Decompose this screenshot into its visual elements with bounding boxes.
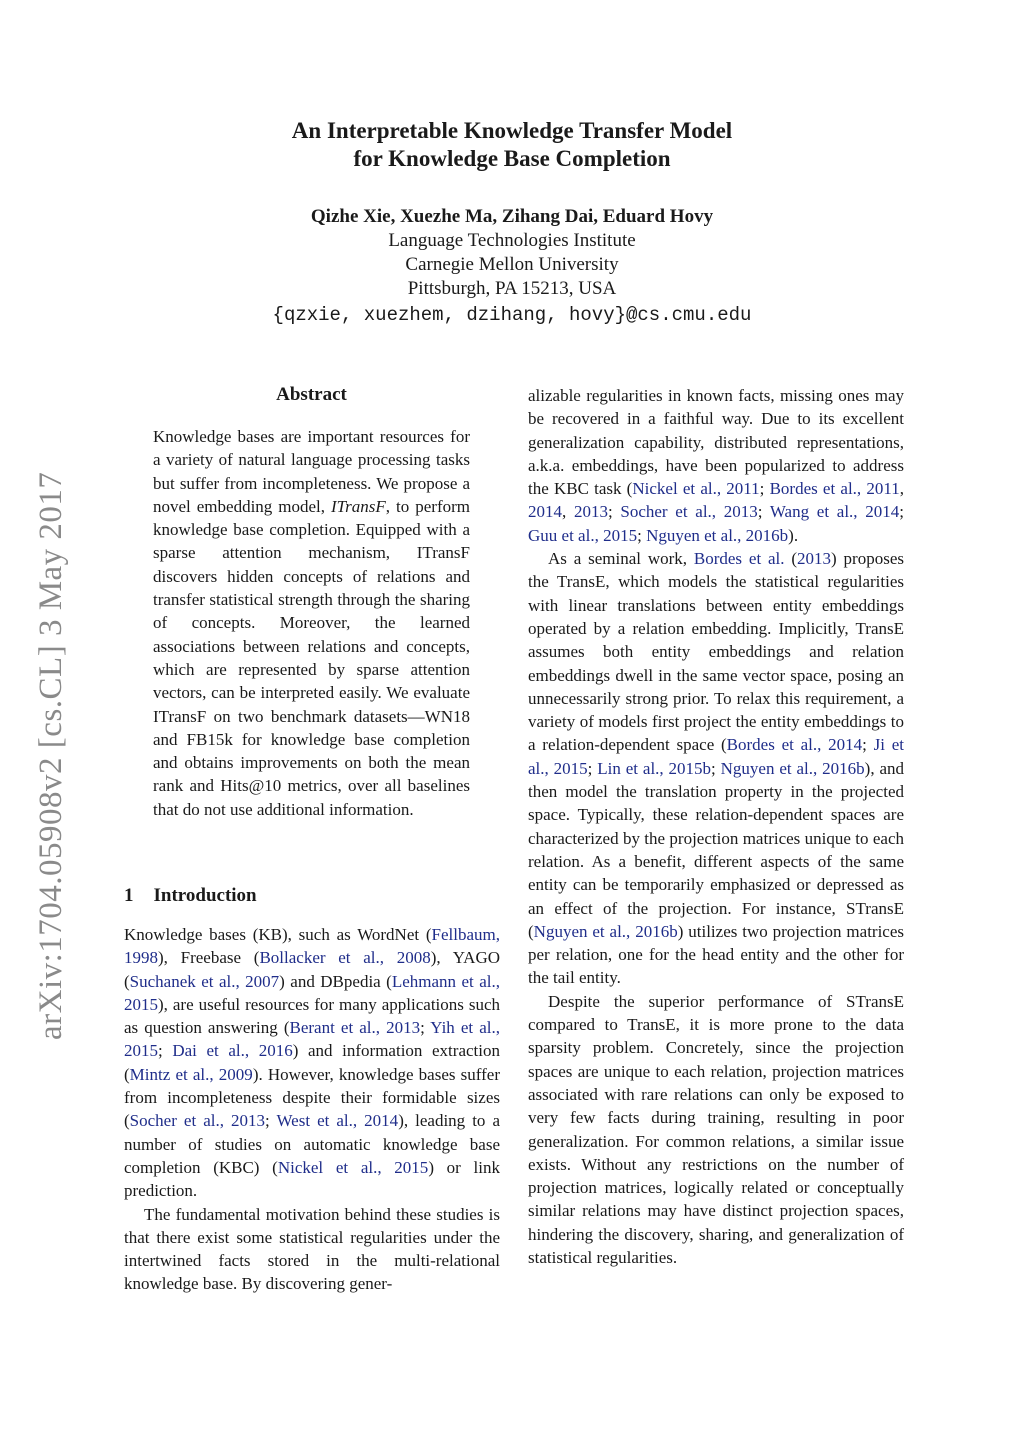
citation-link[interactable]: Suchanek et al., 2007 <box>129 971 280 991</box>
citation-link[interactable]: Bordes et al., 2014 <box>726 735 863 755</box>
citation-link[interactable]: Wang et al., 2014 <box>769 502 900 522</box>
intro-paragraph-2: The fundamental motivation behind these studies is that there exist some statistical regularities under the intertwined facts stored in the multi-relational knowledge base. By discovering gener- <box>124 1204 500 1294</box>
citation-link[interactable]: Bollacker et al., 2008 <box>259 948 431 968</box>
right-paragraph-2: As a seminal work, Bordes et al. (2013) proposes the TransE, which models the statistical regularities with linear translations between entity embeddings operated by a relation embedding. Implicitly, TransE assumes both entity embeddings and relation embeddings dwell in the same vector space, posing an unnecessarily strong prior. To relax this requirement, a variety of models first project the entity embeddings to a relation-dependent space (Bordes et al., 2014; Ji et al., 2015; Lin et al., 2015b; Nguyen et al., 2016b), and then model the translation property in the projected space. Typically, these relation-dependent spaces are characterized by the projection matrices unique to each relation. As a benefit, different aspects of the same entity can be temporarily emphasized or depressed as an effect of the projection. For instance, STransE (Nguyen et al., 2016b) utilizes two projection matrices per relation, one for the head entity and the other for the tail entity. <box>528 549 905 988</box>
arxiv-identifier: arXiv:1704.05908v2 [cs.CL] 3 May 2017 <box>33 471 69 1040</box>
abstract-heading: Abstract <box>276 384 347 405</box>
section-number: 1 <box>124 885 134 906</box>
paper-title-line2: for Knowledge Base Completion <box>353 146 671 171</box>
citation-link[interactable]: 2013 <box>797 549 832 569</box>
citation-link[interactable]: Socher et al., 2013 <box>129 1111 266 1131</box>
abstract-body: Knowledge bases are important resources for a variety of natural language processing tasks but suffer from incompleteness. We propose a novel embedding model, ITransF, to perform knowledge base completion. Equipped with a sparse attention mechanism, ITransF discovers hidden concepts of relations and transfer statistical strength through the sharing of concepts. Moreover, the learned associations between relations and concepts, which are represented by sparse attention vectors, can be interpreted easily. We evaluate ITransF on two benchmark datasets—WN18 and FB15k for knowledge base completion and obtains improvements on both the mean rank and Hits@10 metrics, over all baselines that do not use additional information. <box>153 427 470 819</box>
citation-link[interactable]: Nickel et al., 2011 <box>632 479 760 499</box>
introduction-body <box>124 923 500 1296</box>
citation-link[interactable]: Berant et al., 2013 <box>289 1018 421 1038</box>
paper-title-line1: An Interpretable Knowledge Transfer Model <box>291 118 733 143</box>
intro-paragraph-1: Knowledge bases (KB), such as WordNet (Fellbaum, 1998), Freebase (Bollacker et al., 2008), YAGO (Suchanek et al., 2007) and DBpedia (Lehmann et al., 2015), are useful resources for many applications such as question answering (Berant et al., 2013; Yih et al., 2015; Dai et al., 2016) and information extraction (Mintz et al., 2009). However, knowledge bases suffer from incompleteness despite their formidable sizes (Socher et al., 2013; West et al., 2014), leading to a number of studies on automatic knowledge base completion (KBC) (Nickel et al., 2015) or link prediction. <box>124 925 501 1201</box>
section-title: Introduction <box>153 885 257 906</box>
citation-link[interactable]: Guu et al., 2015 <box>528 525 638 545</box>
citation-link[interactable]: Nguyen et al., 2016b <box>533 921 678 941</box>
model-name: ITransF <box>331 496 386 516</box>
affiliation-university: Carnegie Mellon University <box>405 254 619 275</box>
citation-link[interactable]: Nguyen et al., 2016b <box>646 525 789 545</box>
section-heading-introduction <box>124 885 257 907</box>
citation-link[interactable]: Yih et al., 2015 <box>124 1018 500 1061</box>
citation-link[interactable]: Socher et al., 2013 <box>620 502 758 522</box>
affiliation-institute: Language Technologies Institute <box>388 230 636 251</box>
citation-link[interactable]: West et al., 2014 <box>276 1111 399 1131</box>
affiliation-address: Pittsburgh, PA 15213, USA <box>407 278 617 299</box>
citation-link[interactable]: Fellbaum, 1998 <box>124 925 500 968</box>
citation-link[interactable]: Lin et al., 2015b <box>597 758 712 778</box>
citation-link[interactable]: Nickel et al., 2015 <box>277 1157 429 1177</box>
citation-link[interactable]: 2013 <box>573 502 608 522</box>
citation-link[interactable]: Mintz et al., 2009 <box>129 1064 253 1084</box>
citation-link[interactable]: Ji et al., 2015 <box>528 735 904 778</box>
right-column-body <box>528 384 904 1269</box>
citation-link[interactable]: Bordes et al. <box>693 549 785 569</box>
citation-link[interactable]: Lehmann et al., 2015 <box>124 971 500 1014</box>
right-paragraph-3: Despite the superior performance of STransE compared to TransE, it is more prone to the data sparsity problem. Concretely, since the projection spaces are unique to each relation, projection matrices associated with rare relations can only be exposed to very few facts during training, resulting in poor generalization. For common relations, a similar issue exists. Without any restrictions on the number of projection matrices, logically related or conceptually similar relations may have distinct projection spaces, hindering the discovery, sharing, and generalization of statistical regularities. <box>528 991 904 1267</box>
citation-link[interactable]: 2014 <box>528 502 562 522</box>
citation-link[interactable]: Nguyen et al., 2016b <box>720 758 865 778</box>
citation-link[interactable]: Dai et al., 2016 <box>172 1041 293 1061</box>
citation-link[interactable]: Bordes et al., 2011 <box>769 479 900 499</box>
right-paragraph-1: alizable regularities in known facts, missing ones may be recovered in a faithful way. Due to its excellent generalization capability, distributed representations, a.k.a. embeddings, have been popularized to address the KBC task (Nickel et al., 2011; Bordes et al., 2011, 2014, 2013; Socher et al., 2013; Wang et al., 2014; Guu et al., 2015; Nguyen et al., 2016b). <box>528 386 904 545</box>
author-emails: {qzxie, xuezhem, dzihang, hovy}@cs.cmu.edu <box>272 304 752 326</box>
author-list: Qizhe Xie, Xuezhe Ma, Zihang Dai, Eduard Hovy <box>310 206 714 227</box>
